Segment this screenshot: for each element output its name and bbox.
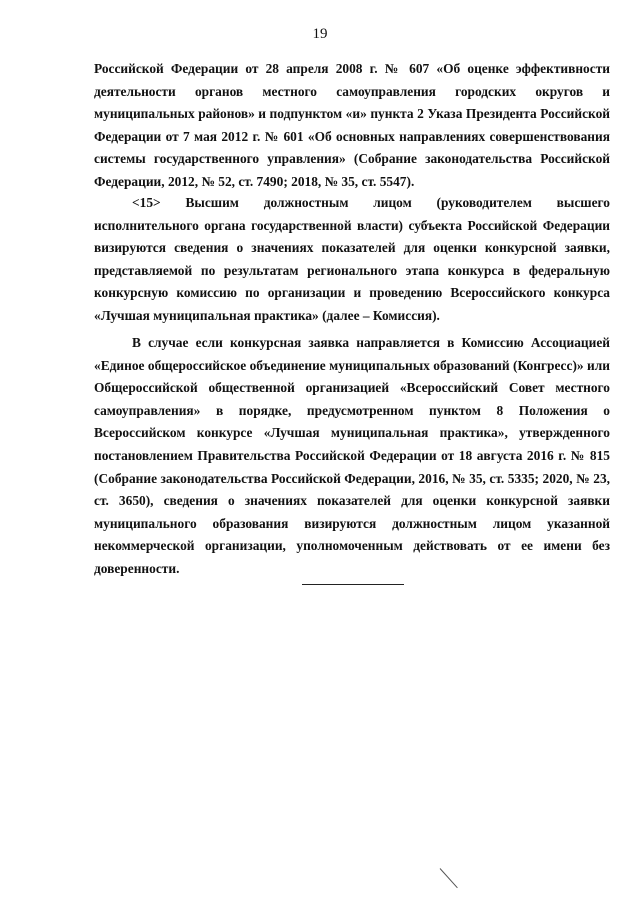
end-separator-line: [302, 584, 404, 585]
scan-artifact-mark: [440, 868, 458, 888]
paragraph-footnote-15: <15> Высшим должностным лицом (руководителем высшего исполнительного органа государственной власти) субъекта Российской Федерации визируются сведения о значениях показателей для оценки конкурсной заявки, представляемой по результатам регионального этапа конкурса в федеральную конкурсную комиссию по организации и проведению Всероссийского конкурса «Лучшая муниципальная практика» (далее – Комиссия).: [94, 195, 610, 323]
paragraph-legal-reference-continuation: Российской Федерации от 28 апреля 2008 г. № 607 «Об оценке эффективности деятельности органов местного самоуправления городских округов и муниципальных районов» и подпунктом «и» пункта 2 Указа Президента Российской Федерации от 7 мая 2012 г. № 601 «Об основных направлениях совершенствования системы государственного управления» (Собрание законодательства Российской Федерации, 2012, № 52, ст. 7490; 2018, № 35, ст. 5547).: [94, 61, 610, 189]
page-number: 19: [312, 26, 328, 42]
paragraph-nonprofit-submission: В случае если конкурсная заявка направляется в Комиссию Ассоциацией «Единое общероссийское объединение муниципальных образований (Конгресс)» или Общероссийской общественной организацией «Всероссийский Совет местного самоуправления» в порядке, предусмотренном пунктом 8 Положения о Всероссийском конкурсе «Лучшая муниципальная практика», утвержденного постановлением Правительства Российской Федерации от 18 августа 2016 г. № 815 (Собрание законодательства Российской Федерации, 2016, № 35, ст. 5335; 2020, № 23, ст. 3650), сведения о значениях показателей для оценки конкурсной заявки муниципального образования визируются должностным лицом указанной некоммерческой организации, уполномоченным действовать от ее имени без доверенности.: [94, 335, 610, 576]
